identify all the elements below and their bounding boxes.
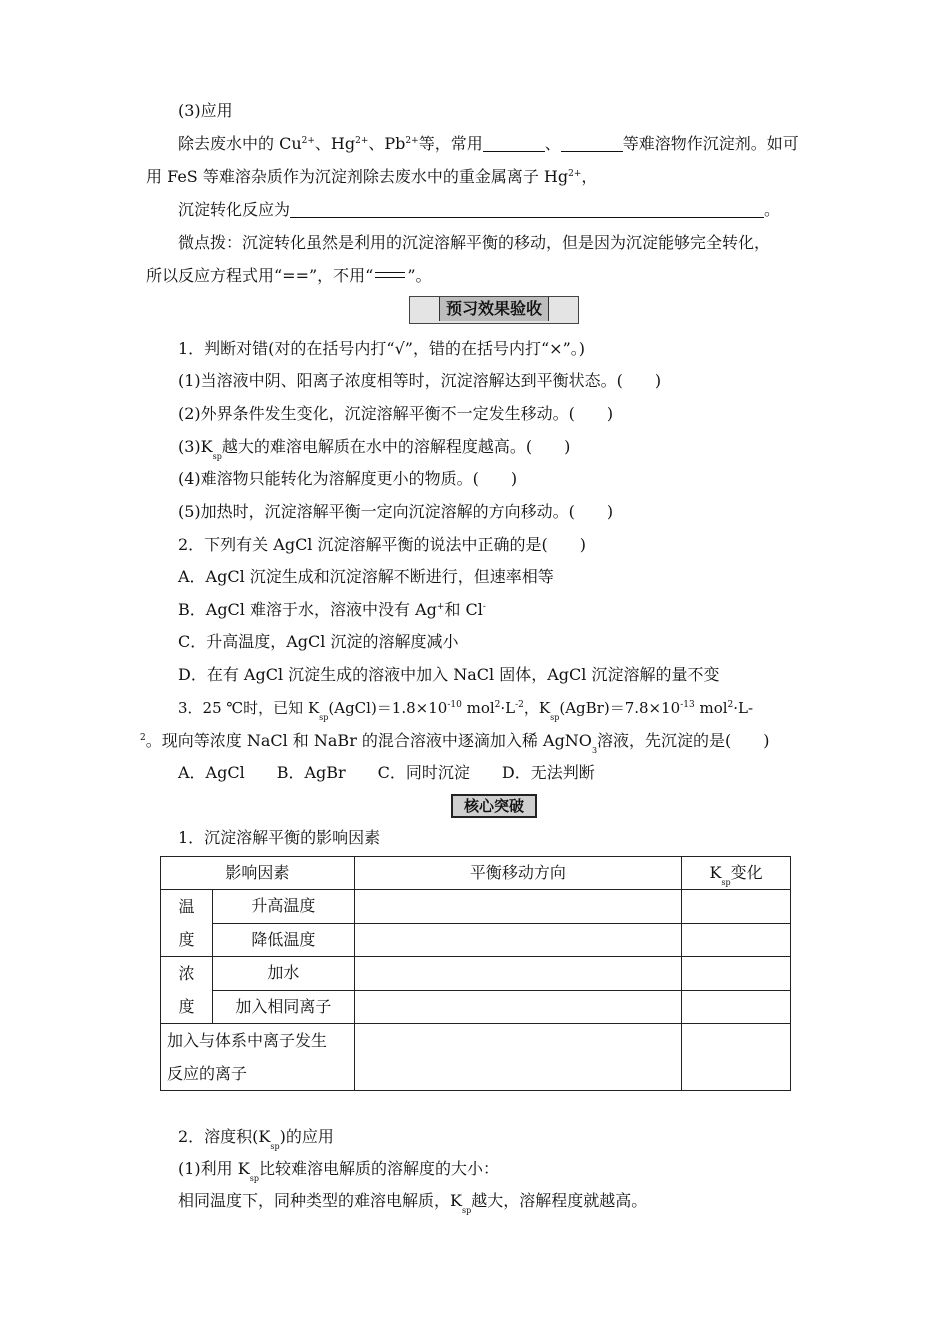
tip-line-2 bbox=[146, 265, 432, 287]
answer-cell[interactable] bbox=[682, 957, 791, 991]
text: 用 FeS 等难溶杂质作为沉淀剂除去废水中的重金属离子 Hg bbox=[146, 167, 569, 186]
text: 等，常用 bbox=[418, 134, 483, 153]
text: 度 bbox=[178, 997, 195, 1016]
ksp-subscript: sp bbox=[461, 1206, 472, 1215]
text: 变化 bbox=[730, 863, 763, 882]
q1-item-4: (4)难溶物只能转化为溶解度更小的物质。( ) bbox=[178, 469, 518, 488]
ksp-subscript: sp bbox=[319, 713, 329, 722]
influence-factors-table bbox=[160, 856, 791, 1091]
concentration-group-cell bbox=[161, 957, 213, 1024]
pb-charge: 2+ bbox=[405, 136, 419, 146]
text: (3)K bbox=[178, 437, 213, 456]
text: 温 bbox=[178, 897, 195, 916]
ksp-subscript: sp bbox=[212, 452, 222, 461]
text: 。 bbox=[764, 200, 781, 219]
tip-line-1: 微点拨：沉淀转化虽然是利用的沉淀溶解平衡的移动，但是因为沉淀能够完全转化， bbox=[178, 233, 771, 252]
equilibrium-arrow-icon bbox=[373, 271, 407, 280]
text: 越大，溶解程度就越高。 bbox=[471, 1191, 648, 1210]
fill-blank-1[interactable] bbox=[483, 135, 545, 152]
text: 、 bbox=[544, 134, 561, 153]
hg-charge: 2+ bbox=[568, 169, 582, 179]
common-ion-label: 加入相同离子 bbox=[212, 990, 354, 1024]
text: ”。 bbox=[407, 266, 432, 285]
core2-line-1 bbox=[178, 1158, 499, 1183]
q1-item-2: (2)外界条件发生变化，沉淀溶解平衡不一定发生移动。( ) bbox=[178, 404, 614, 423]
q1-item-1: (1)当溶液中阴、阳离子浓度相等时，沉淀溶解达到平衡状态。( ) bbox=[178, 371, 662, 390]
charge: - bbox=[482, 602, 486, 612]
conversion-reaction-line bbox=[178, 199, 780, 221]
text: 溶液，先沉淀的是( ) bbox=[597, 731, 770, 750]
core-breakthrough-banner: 核心突破 bbox=[451, 794, 537, 818]
core1-title: 1．沉淀溶解平衡的影响因素 bbox=[178, 828, 381, 847]
text: 加入与体系中离子发生 bbox=[167, 1031, 328, 1050]
header-direction: 平衡移动方向 bbox=[354, 857, 681, 890]
core2-line-2 bbox=[178, 1190, 648, 1215]
reacting-ion-label bbox=[161, 1024, 355, 1091]
text: 所以反应方程式用“==”，不用“ bbox=[146, 266, 374, 285]
charge: + bbox=[436, 602, 445, 612]
text: 、Pb bbox=[368, 134, 406, 153]
ksp-subscript: sp bbox=[270, 1142, 280, 1151]
q3-line-1 bbox=[178, 697, 754, 722]
ksp-subscript: sp bbox=[721, 878, 731, 887]
text: (1)利用 K bbox=[178, 1159, 250, 1178]
q2-option-b bbox=[178, 599, 486, 621]
answer-cell[interactable] bbox=[354, 890, 681, 924]
temperature-group-cell bbox=[161, 890, 213, 957]
text: B．AgCl 难溶于水，溶液中没有 Ag bbox=[178, 600, 437, 619]
exponent: -10 bbox=[447, 700, 462, 710]
text: 度 bbox=[178, 930, 195, 949]
text: 、Hg bbox=[314, 134, 356, 153]
section-heading: (3)应用 bbox=[178, 101, 233, 120]
q2-stem: 2．下列有关 AgCl 沉淀溶解平衡的说法中正确的是( ) bbox=[178, 535, 586, 554]
text: 越大的难溶电解质在水中的溶解程度越高。( ) bbox=[221, 437, 571, 456]
text: 沉淀转化反应为 bbox=[178, 200, 291, 219]
q3-options: A．AgCl B．AgBr C．同时沉淀 D．无法判断 bbox=[178, 763, 595, 782]
exponent: -13 bbox=[680, 700, 695, 710]
raise-temperature-label: 升高温度 bbox=[212, 890, 354, 924]
ksp-subscript: sp bbox=[249, 1174, 259, 1183]
answer-cell[interactable] bbox=[354, 1024, 681, 1091]
reaction-blank[interactable] bbox=[290, 201, 764, 218]
text: 2．溶度积(K bbox=[178, 1127, 271, 1146]
answer-cell[interactable] bbox=[682, 923, 791, 957]
add-water-label: 加水 bbox=[212, 957, 354, 991]
text: 3．25 ℃时，已知 K bbox=[178, 699, 320, 717]
answer-cell[interactable] bbox=[354, 957, 681, 991]
cu-charge: 2+ bbox=[301, 136, 315, 146]
answer-cell[interactable] bbox=[682, 990, 791, 1024]
text: ， bbox=[581, 167, 598, 186]
answer-cell[interactable] bbox=[354, 990, 681, 1024]
exponent: -2 bbox=[515, 700, 524, 710]
q2-option-c: C．升高温度，AgCl 沉淀的溶解度减小 bbox=[178, 632, 459, 651]
text: (AgBr)＝7.8×10 bbox=[559, 699, 681, 717]
lower-temperature-label: 降低温度 bbox=[212, 923, 354, 957]
text: 反应的离子 bbox=[167, 1064, 248, 1083]
exponent: 2 bbox=[494, 700, 501, 710]
answer-cell[interactable] bbox=[682, 1024, 791, 1091]
q1-stem: 1．判断对错(对的在括号内打“√”，错的在括号内打“×”。) bbox=[178, 339, 585, 358]
ksp-subscript: sp bbox=[550, 713, 560, 722]
q1-item-5: (5)加热时，沉淀溶解平衡一定向沉淀溶解的方向移动。( ) bbox=[178, 502, 614, 521]
answer-cell[interactable] bbox=[682, 890, 791, 924]
exponent: 2 bbox=[727, 700, 734, 710]
text: ·L- bbox=[733, 699, 754, 717]
header-factor: 影响因素 bbox=[161, 857, 355, 890]
preview-check-banner bbox=[409, 296, 579, 324]
text: K bbox=[709, 863, 722, 882]
text: ·L bbox=[500, 699, 516, 717]
q2-option-a: A．AgCl 沉淀生成和沉淀溶解不断进行，但速率相等 bbox=[178, 567, 554, 586]
text: mol bbox=[461, 699, 495, 717]
banner-label: 预习效果验收 bbox=[439, 297, 549, 321]
text: ，K bbox=[523, 699, 551, 717]
q3-line-2 bbox=[140, 730, 770, 755]
exponent: 2 bbox=[140, 733, 146, 743]
text: 除去废水中的 Cu bbox=[178, 134, 302, 153]
text: 比较难溶电解质的溶解度的大小： bbox=[258, 1159, 499, 1178]
text: )的应用 bbox=[279, 1127, 334, 1146]
text: 浓 bbox=[178, 964, 195, 983]
text: 等难溶物作沉淀剂。如可 bbox=[622, 134, 799, 153]
application-line-1 bbox=[178, 133, 799, 155]
text: 。现向等浓度 NaCl 和 NaBr 的混合溶液中逐滴加入稀 AgNO bbox=[145, 731, 592, 750]
header-ksp-change bbox=[682, 857, 791, 890]
text: 和 Cl bbox=[444, 600, 483, 619]
text: mol bbox=[694, 699, 728, 717]
subscript: 3 bbox=[591, 746, 598, 755]
hg-charge: 2+ bbox=[355, 136, 369, 146]
text: 相同温度下，同种类型的难溶电解质，K bbox=[178, 1191, 462, 1210]
text: (AgCl)＝1.8×10 bbox=[328, 699, 448, 717]
q2-option-d: D．在有 AgCl 沉淀生成的溶液中加入 NaCl 固体，AgCl 沉淀溶解的量不变 bbox=[178, 665, 720, 684]
q1-item-3 bbox=[178, 436, 571, 461]
answer-cell[interactable] bbox=[354, 923, 681, 957]
application-line-2 bbox=[146, 166, 597, 188]
core2-title bbox=[178, 1126, 334, 1151]
fill-blank-2[interactable] bbox=[561, 135, 623, 152]
